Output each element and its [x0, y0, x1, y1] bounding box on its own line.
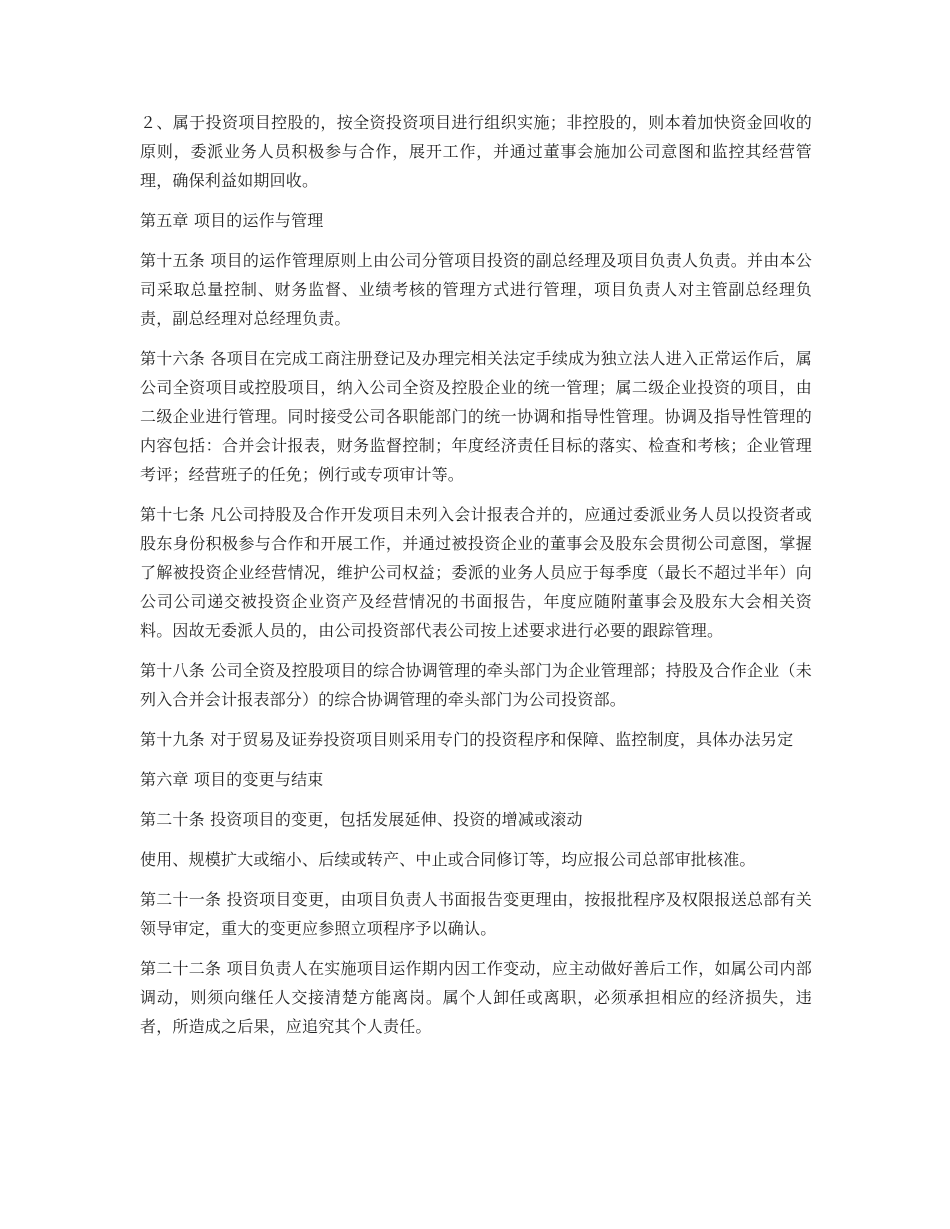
article-21: 第二十一条 投资项目变更，由项目负责人书面报告变更理由，按报批程序及权限报送总部有关领导审定，重大的变更应参照立项程序予以确认。 — [140, 890, 812, 938]
article-20: 第二十条 投资项目的变更，包括发展延伸、投资的增减或滚动 — [140, 810, 583, 829]
clause-2-holding-projects: ２、属于投资项目控股的，按全资投资项目进行组织实施；非控股的，则本着加快资金回收的原则，委派业务人员积极参与合作，展开工作，并通过董事会施加公司意图和监控其经营管理，确保利益如期回收。 — [140, 113, 812, 190]
chapter-5-heading: 第五章 项目的运作与管理 — [140, 211, 324, 230]
article-15: 第十五条 项目的运作管理原则上由公司分管项目投资的副总经理及项目负责人负责。并由本公司采取总量控制、财务监督、业绩考核的管理方式进行管理，项目负责人对主管副总经理负责，副总经理对总经理负责。 — [140, 251, 812, 328]
article-22: 第二十二条 项目负责人在实施项目运作期内因工作变动，应主动做好善后工作，如属公司内部调动，则须向继任人交接清楚方能离岗。属个人卸任或离职，必须承担相应的经济损失，违者，所造成之后果，应追究其个人责任。 — [140, 959, 812, 1036]
article-18: 第十八条 公司全资及控股项目的综合协调管理的牵头部门为企业管理部；持股及合作企业（未列入合并会计报表部分）的综合协调管理的牵头部门为公司投资部。 — [140, 661, 812, 709]
document-body — [140, 108, 812, 1052]
article-17: 第十七条 凡公司持股及合作开发项目未列入会计报表合并的，应通过委派业务人员以投资者或股东身份积极参与合作和开展工作，并通过被投资企业的董事会及股东会贯彻公司意图，掌握了解被投资企业经营情况，维护公司权益；委派的业务人员应于每季度（最长不超过半年）向公司公司递交被投资企业资产及经营情况的书面报告，年度应随附董事会及股东大会相关资料。因故无委派人员的，由公司投资部代表公司按上述要求进行必要的跟踪管理。 — [140, 505, 812, 640]
article-16: 第十六条 各项目在完成工商注册登记及办理完相关法定手续成为独立法人进入正常运作后，属公司全资项目或控股项目，纳入公司全资及控股企业的统一管理；属二级企业投资的项目，由二级企业进行管理。同时接受公司各职能部门的统一协调和指导性管理。协调及指导性管理的内容包括：合并会计报表，财务监督控制；年度经济责任目标的落实、检查和考核；企业管理考评；经营班子的任免；例行或专项审计等。 — [140, 349, 812, 484]
article-19: 第十九条 对于贸易及证券投资项目则采用专门的投资程序和保障、监控制度，具体办法另定 — [140, 730, 794, 749]
chapter-6-heading: 第六章 项目的变更与结束 — [140, 770, 324, 789]
article-20-continued: 使用、规模扩大或缩小、后续或转产、中止或合同修订等，均应报公司总部审批核准。 — [140, 850, 756, 869]
